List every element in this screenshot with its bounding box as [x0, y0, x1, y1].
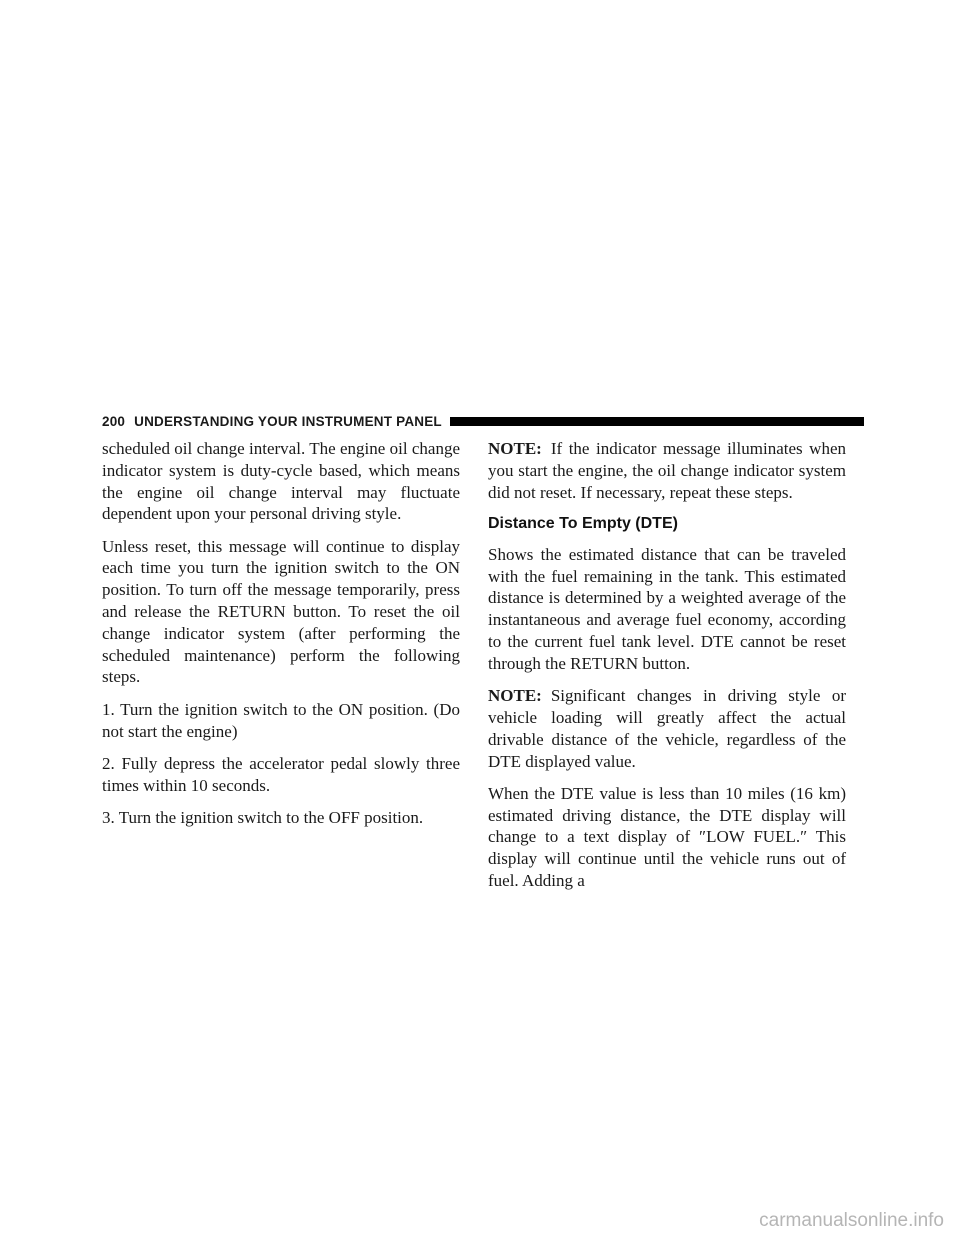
note-label: NOTE:	[488, 439, 542, 458]
watermark: carmanualsonline.info	[759, 1210, 944, 1231]
paragraph-unless-reset: Unless reset, this message will continue to display each time you turn the ignition switch to the ON position. To turn off the message temporarily, press and release the RETURN button. To reset the oil change indicator system (after performing the scheduled maintenance) perform the following steps.	[102, 536, 460, 687]
section-title: UNDERSTANDING YOUR INSTRUMENT PANEL	[134, 413, 442, 429]
paragraph-oil-interval: scheduled oil change interval. The engine oil change indicator system is duty-cycle based, which means the engine oil change interval may fluctuate dependent upon your personal driving style.	[102, 439, 460, 524]
step-2: 2. Fully depress the accelerator pedal slowly three times within 10 seconds.	[102, 753, 460, 795]
page-header	[102, 413, 864, 429]
paragraph-low-fuel: When the DTE value is less than 10 miles (16 km) estimated driving distance, the DTE display will change to a text display of ″LOW FUEL.″ This display will continue until the vehicle runs out of fuel. Adding a	[488, 783, 846, 891]
note-text: If the indicator message illuminates when you start the engine, the oil change indicator system did not reset. If necessary, repeat these steps.	[488, 439, 846, 502]
note-indicator	[488, 438, 846, 503]
note-text: Significant changes in driving style or vehicle loading will greatly affect the actual drivable distance of the vehicle, regardless of the DTE displayed value.	[488, 686, 846, 771]
note-label: NOTE:	[488, 686, 542, 706]
dte-heading: Distance To Empty (DTE)	[488, 514, 678, 532]
right-column	[488, 438, 846, 902]
page-number: 200	[102, 413, 126, 429]
step-1: 1. Turn the ignition switch to the ON position. (Do not start the engine)	[102, 699, 460, 741]
left-column	[102, 438, 460, 839]
paragraph-dte: Shows the estimated distance that can be traveled with the fuel remaining in the tank. This estimated distance is determined by a weighted average of the instantaneous and average fuel economy, according to the current fuel tank level. DTE cannot be reset through the RETURN button.	[488, 544, 846, 673]
step-3: 3. Turn the ignition switch to the OFF position.	[102, 807, 424, 827]
note-driving-style	[488, 685, 846, 772]
header-rule	[450, 417, 864, 426]
